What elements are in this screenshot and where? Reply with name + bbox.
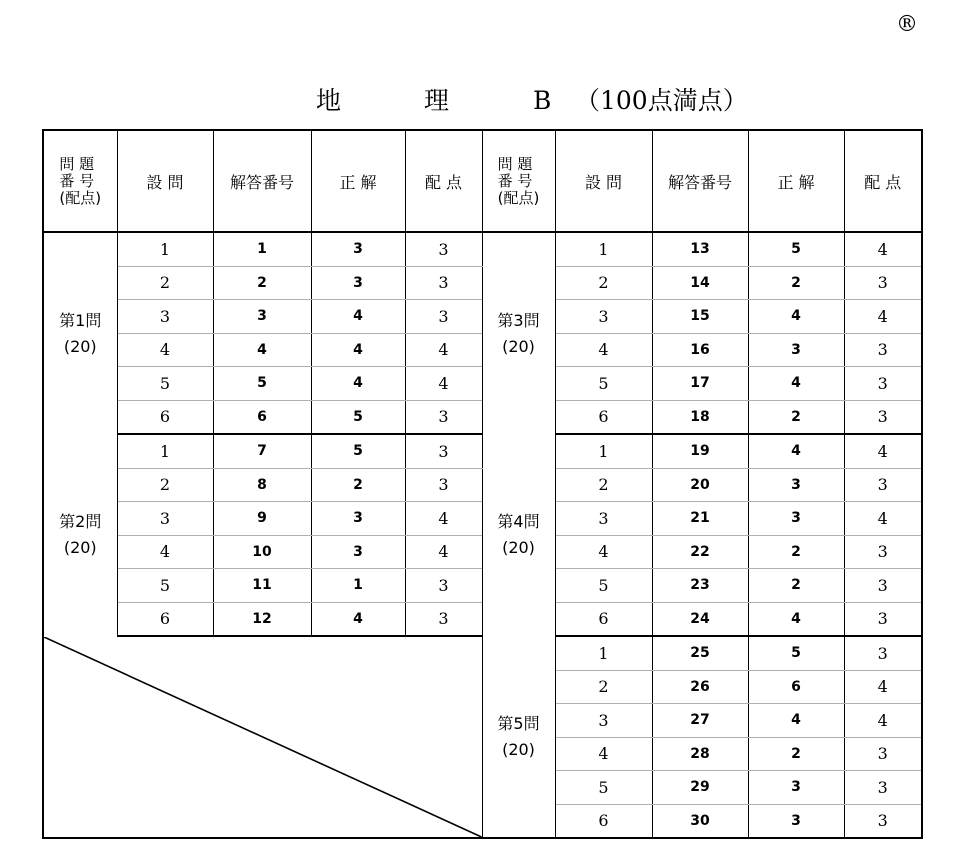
answer-number-cell: 20 xyxy=(652,468,748,502)
points-cell: 3 xyxy=(844,602,922,636)
answer-number-cell: 22 xyxy=(652,535,748,569)
points-cell: 3 xyxy=(844,468,922,502)
points-cell: 3 xyxy=(844,535,922,569)
answer-number-cell: 8 xyxy=(213,468,311,502)
sub-question-cell: 1 xyxy=(555,636,652,670)
correct-answer-cell: 2 xyxy=(748,737,844,771)
answer-number-cell: 3 xyxy=(213,300,311,334)
header-points-right: 配 点 xyxy=(844,130,922,232)
sub-question-cell: 6 xyxy=(555,400,652,434)
sub-question-cell: 2 xyxy=(117,468,213,502)
table-row xyxy=(43,636,922,670)
answer-number-cell: 11 xyxy=(213,569,311,603)
sub-question-cell: 4 xyxy=(555,333,652,367)
points-cell: 4 xyxy=(844,300,922,334)
points-cell: 3 xyxy=(844,266,922,300)
header-answer-no-right: 解答番号 xyxy=(652,130,748,232)
answer-number-cell: 26 xyxy=(652,670,748,704)
sub-question-cell: 5 xyxy=(117,367,213,401)
sub-question-cell: 5 xyxy=(555,367,652,401)
question-group-label-right xyxy=(482,636,555,838)
correct-answer-cell: 2 xyxy=(748,400,844,434)
points-cell: 3 xyxy=(405,602,482,636)
answer-number-cell: 15 xyxy=(652,300,748,334)
header-correct-right: 正 解 xyxy=(748,130,844,232)
answer-number-cell: 25 xyxy=(652,636,748,670)
sub-question-cell: 6 xyxy=(117,602,213,636)
points-cell: 4 xyxy=(405,535,482,569)
points-cell: 3 xyxy=(405,434,482,468)
correct-answer-cell: 5 xyxy=(311,400,405,434)
correct-answer-cell: 3 xyxy=(748,333,844,367)
points-cell: 3 xyxy=(844,771,922,805)
answer-number-cell: 14 xyxy=(652,266,748,300)
points-cell: 3 xyxy=(405,468,482,502)
table-row xyxy=(43,434,922,468)
correct-answer-cell: 4 xyxy=(311,367,405,401)
sub-question-cell: 3 xyxy=(117,300,213,334)
answer-number-cell: 4 xyxy=(213,333,311,367)
answer-number-cell: 18 xyxy=(652,400,748,434)
question-number: 第4問 xyxy=(497,512,540,531)
sub-question-cell: 4 xyxy=(117,535,213,569)
header-q-no-right-line1: 問 題 xyxy=(497,154,533,173)
answer-number-cell: 10 xyxy=(213,535,311,569)
points-cell: 4 xyxy=(844,670,922,704)
correct-answer-cell: 4 xyxy=(748,602,844,636)
registered-mark: ® xyxy=(896,12,918,37)
points-cell: 3 xyxy=(405,569,482,603)
answer-number-cell: 7 xyxy=(213,434,311,468)
sub-question-cell: 4 xyxy=(555,535,652,569)
points-cell: 4 xyxy=(405,367,482,401)
answer-table-wrapper xyxy=(42,129,921,831)
header-q-no-line1: 問 題 xyxy=(59,154,95,173)
points-cell: 3 xyxy=(844,737,922,771)
answer-number-cell: 2 xyxy=(213,266,311,300)
title-part-1: 地 xyxy=(316,86,342,115)
question-number: 第3問 xyxy=(497,310,540,330)
header-correct: 正 解 xyxy=(311,130,405,232)
correct-answer-cell: 3 xyxy=(311,535,405,569)
correct-answer-cell: 3 xyxy=(748,468,844,502)
answer-number-cell: 12 xyxy=(213,602,311,636)
points-cell: 3 xyxy=(405,400,482,434)
question-group-label-right xyxy=(482,232,555,434)
correct-answer-cell: 4 xyxy=(748,704,844,738)
answer-number-cell: 17 xyxy=(652,367,748,401)
answer-number-cell: 9 xyxy=(213,502,311,536)
question-group-label-right xyxy=(482,434,555,636)
correct-answer-cell: 4 xyxy=(311,602,405,636)
question-score: (20) xyxy=(502,336,535,356)
sub-question-cell: 4 xyxy=(117,333,213,367)
correct-answer-cell: 3 xyxy=(748,804,844,838)
sub-question-cell: 1 xyxy=(117,434,213,468)
correct-answer-cell: 3 xyxy=(311,502,405,536)
correct-answer-cell: 4 xyxy=(311,300,405,334)
header-row xyxy=(43,130,922,232)
answer-number-cell: 5 xyxy=(213,367,311,401)
points-cell: 3 xyxy=(844,636,922,670)
correct-answer-cell: 2 xyxy=(748,569,844,603)
answer-number-cell: 6 xyxy=(213,400,311,434)
answer-number-cell: 29 xyxy=(652,771,748,805)
diagonal-line xyxy=(44,637,482,837)
sub-question-cell: 3 xyxy=(555,300,652,334)
header-points: 配 点 xyxy=(405,130,482,232)
title-part-2: 理 xyxy=(424,86,450,115)
answer-number-cell: 19 xyxy=(652,434,748,468)
header-sub-right: 設 問 xyxy=(555,130,652,232)
points-cell: 4 xyxy=(405,502,482,536)
correct-answer-cell: 3 xyxy=(748,771,844,805)
sub-question-cell: 4 xyxy=(555,737,652,771)
header-q-no xyxy=(43,130,117,232)
answer-number-cell: 30 xyxy=(652,804,748,838)
points-cell: 3 xyxy=(844,804,922,838)
header-q-no-right xyxy=(482,130,555,232)
answer-number-cell: 21 xyxy=(652,502,748,536)
answer-number-cell: 13 xyxy=(652,232,748,266)
sub-question-cell: 3 xyxy=(117,502,213,536)
header-sub: 設 問 xyxy=(117,130,213,232)
title-part-3: B xyxy=(533,86,552,115)
points-cell: 3 xyxy=(405,232,482,266)
answer-table xyxy=(42,129,923,839)
answer-number-cell: 16 xyxy=(652,333,748,367)
points-cell: 4 xyxy=(844,704,922,738)
sub-question-cell: 6 xyxy=(555,804,652,838)
sub-question-cell: 2 xyxy=(555,468,652,502)
sub-question-cell: 2 xyxy=(555,670,652,704)
sub-question-cell: 2 xyxy=(117,266,213,300)
sub-question-cell: 1 xyxy=(555,232,652,266)
question-score: (20) xyxy=(63,538,97,557)
table-row xyxy=(43,232,922,266)
correct-answer-cell: 5 xyxy=(748,636,844,670)
question-number: 第1問 xyxy=(59,310,102,330)
correct-answer-cell: 5 xyxy=(748,232,844,266)
question-score: (20) xyxy=(63,336,97,356)
points-cell: 4 xyxy=(844,434,922,468)
points-cell: 4 xyxy=(405,333,482,367)
title-part-4: （100点満点） xyxy=(575,86,748,115)
correct-answer-cell: 4 xyxy=(748,300,844,334)
points-cell: 4 xyxy=(844,232,922,266)
correct-answer-cell: 4 xyxy=(311,333,405,367)
correct-answer-cell: 4 xyxy=(748,434,844,468)
question-score: (20) xyxy=(502,739,535,759)
answer-number-cell: 27 xyxy=(652,704,748,738)
points-cell: 3 xyxy=(844,367,922,401)
correct-answer-cell: 4 xyxy=(748,367,844,401)
sub-question-cell: 5 xyxy=(555,569,652,603)
answer-number-cell: 28 xyxy=(652,737,748,771)
header-q-no-line2: 番 号 xyxy=(59,171,95,190)
points-cell: 3 xyxy=(844,333,922,367)
points-cell: 4 xyxy=(844,502,922,536)
sub-question-cell: 1 xyxy=(555,434,652,468)
answer-number-cell: 1 xyxy=(213,232,311,266)
correct-answer-cell: 1 xyxy=(311,569,405,603)
correct-answer-cell: 3 xyxy=(311,232,405,266)
correct-answer-cell: 5 xyxy=(311,434,405,468)
correct-answer-cell: 2 xyxy=(748,266,844,300)
question-number: 第5問 xyxy=(497,713,540,733)
correct-answer-cell: 2 xyxy=(748,535,844,569)
sub-question-cell: 3 xyxy=(555,704,652,738)
question-group-label xyxy=(43,434,117,636)
question-group-label xyxy=(43,232,117,434)
question-score: (20) xyxy=(502,538,535,557)
correct-answer-cell: 6 xyxy=(748,670,844,704)
answer-number-cell: 24 xyxy=(652,602,748,636)
correct-answer-cell: 3 xyxy=(311,266,405,300)
points-cell: 3 xyxy=(405,266,482,300)
sub-question-cell: 3 xyxy=(555,502,652,536)
points-cell: 3 xyxy=(844,400,922,434)
sub-question-cell: 6 xyxy=(555,602,652,636)
answer-number-cell: 23 xyxy=(652,569,748,603)
sub-question-cell: 1 xyxy=(117,232,213,266)
points-cell: 3 xyxy=(844,569,922,603)
correct-answer-cell: 2 xyxy=(311,468,405,502)
page-title xyxy=(0,88,963,122)
points-cell: 3 xyxy=(405,300,482,334)
header-q-no-right-line2: 番 号 xyxy=(497,171,533,190)
header-q-no-line3: (配点) xyxy=(59,188,102,207)
question-number: 第2問 xyxy=(59,512,102,531)
correct-answer-cell: 3 xyxy=(748,502,844,536)
header-answer-no: 解答番号 xyxy=(213,130,311,232)
sub-question-cell: 5 xyxy=(555,771,652,805)
header-q-no-right-line3: (配点) xyxy=(497,188,540,207)
sub-question-cell: 2 xyxy=(555,266,652,300)
sub-question-cell: 6 xyxy=(117,400,213,434)
empty-area xyxy=(43,636,482,838)
sub-question-cell: 5 xyxy=(117,569,213,603)
